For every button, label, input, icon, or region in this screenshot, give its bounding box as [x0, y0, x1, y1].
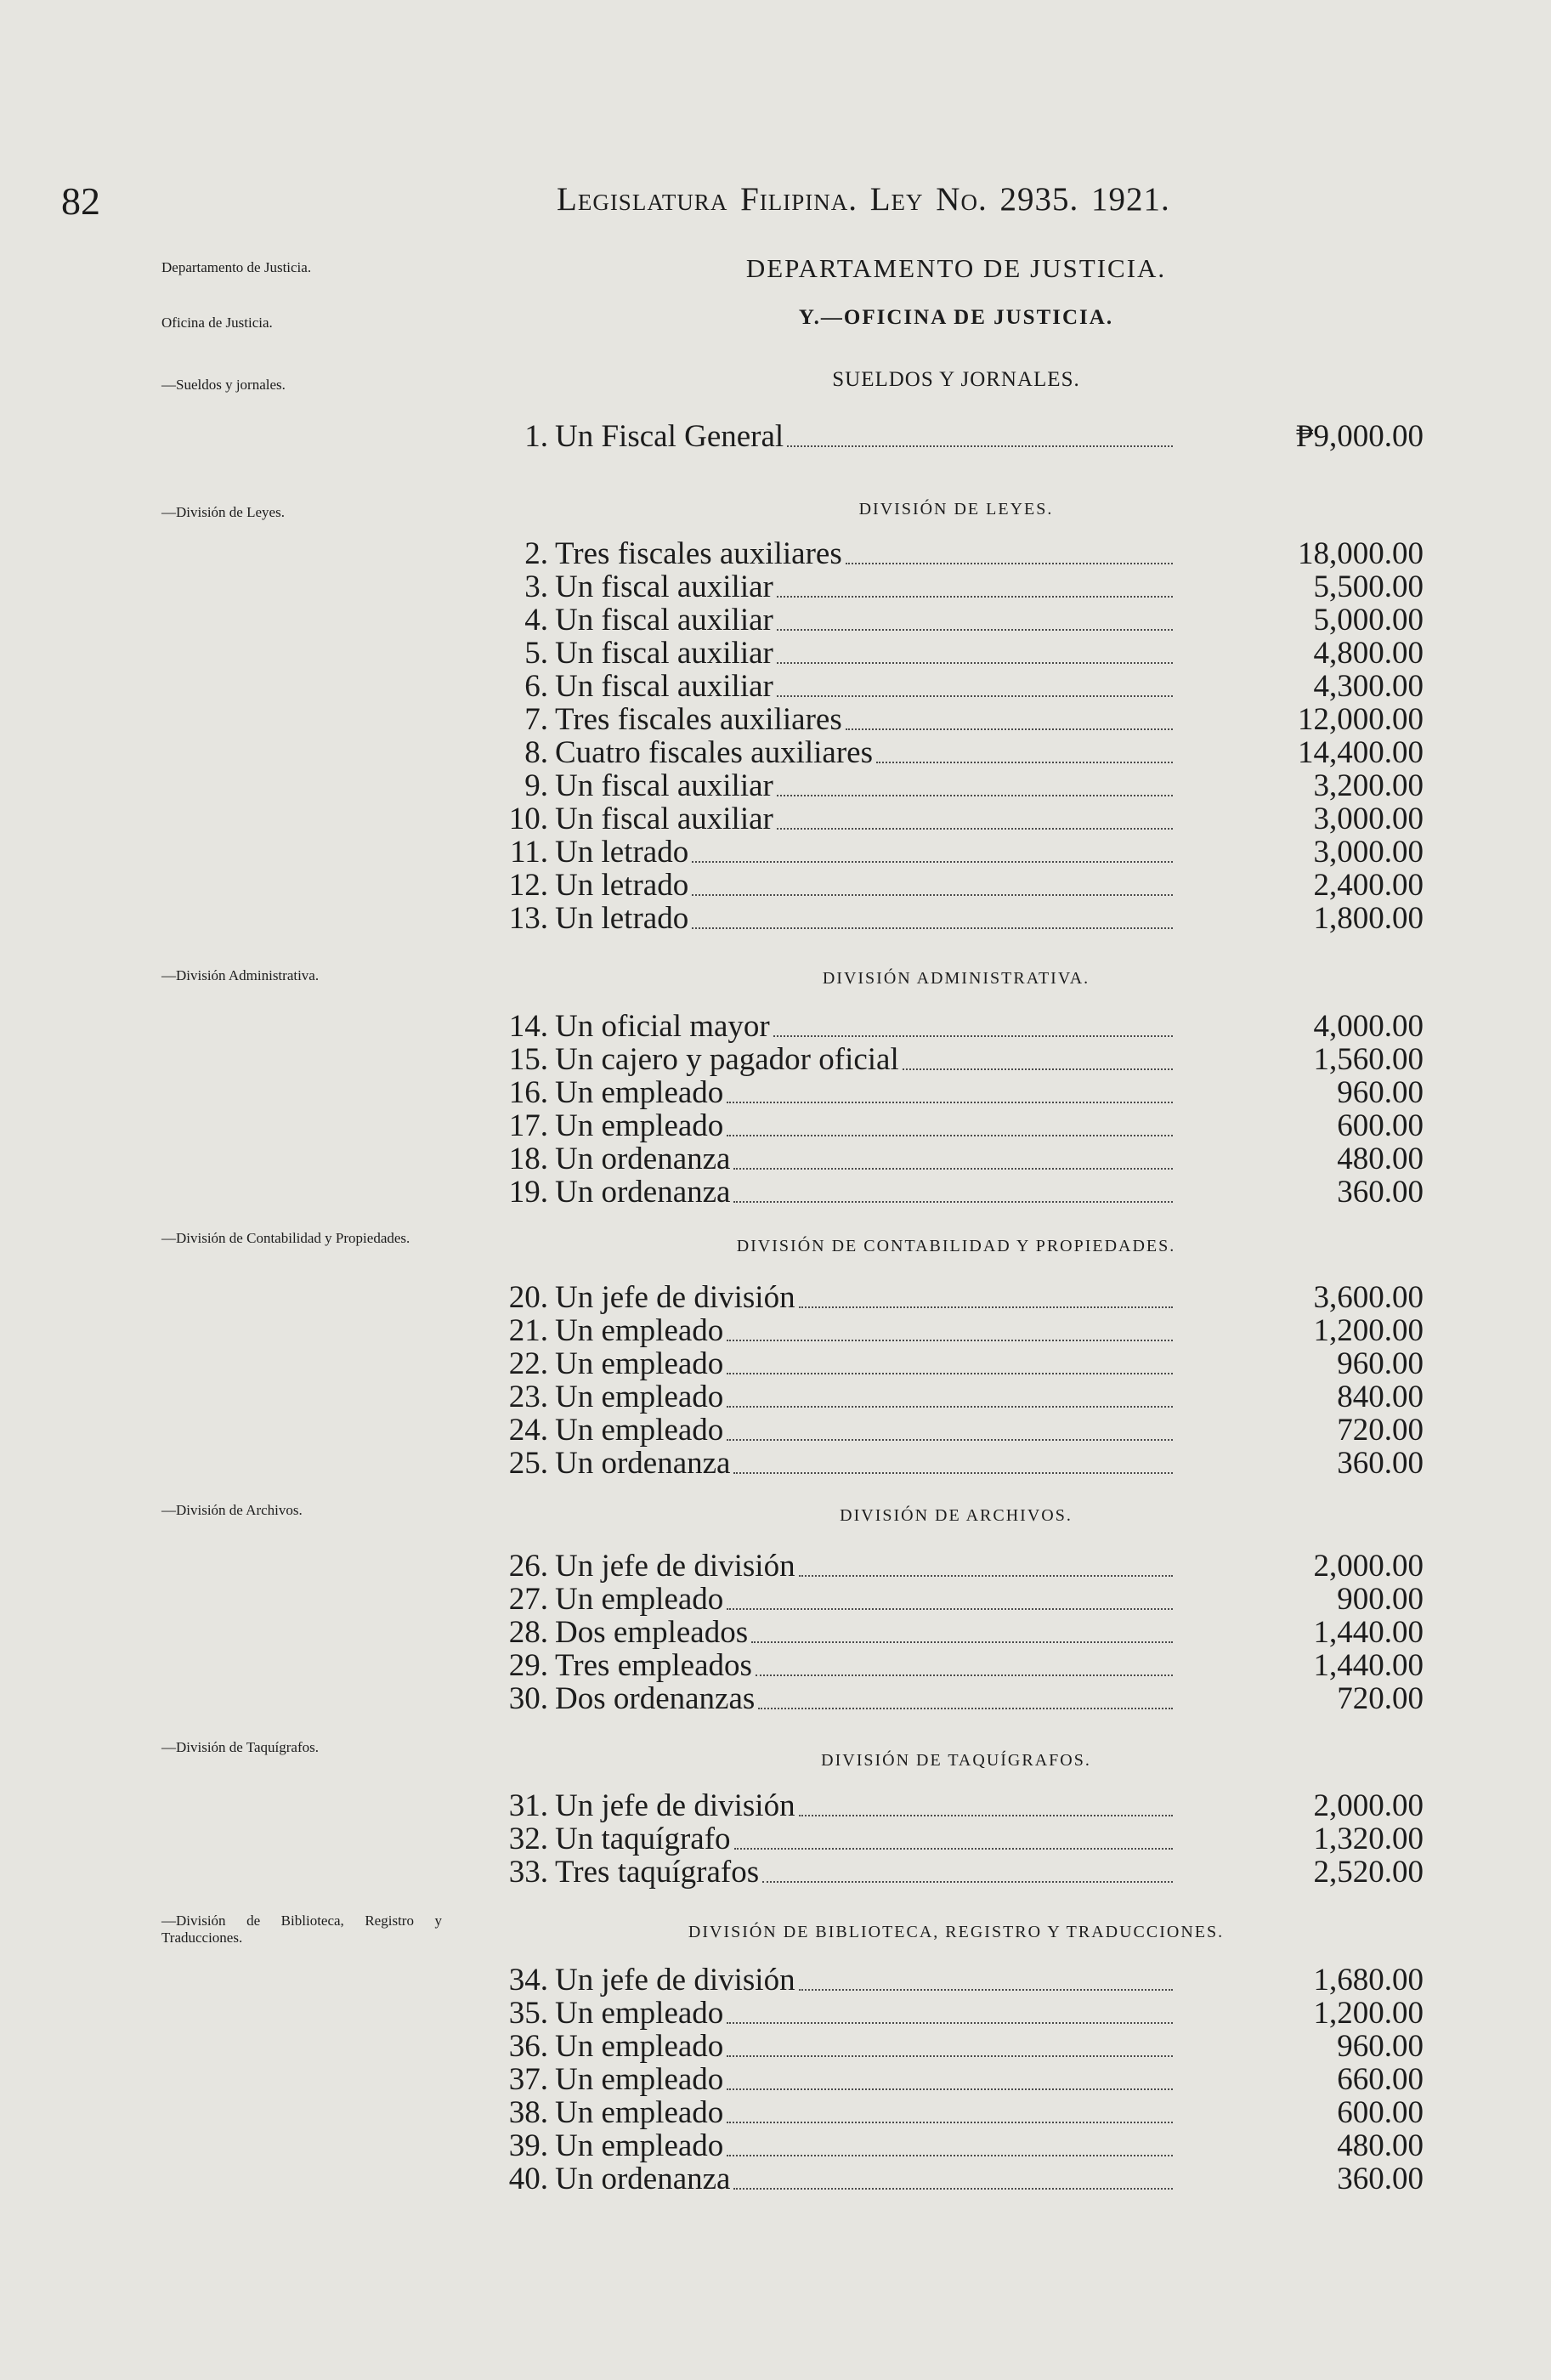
- item-amount: 18,000.00: [1298, 536, 1424, 571]
- item-number: 6.: [524, 669, 548, 704]
- dot-leader: [734, 1848, 1173, 1850]
- salary-line: [476, 1176, 1424, 1210]
- item-description: Cuatro fiscales auxiliares: [555, 735, 873, 770]
- item-amount: 960.00: [1337, 1346, 1424, 1381]
- item-amount: 4,800.00: [1313, 636, 1424, 671]
- item-number: 40.: [508, 2162, 548, 2196]
- dot-leader: [756, 1674, 1173, 1676]
- division-heading-contabilidad: DIVISIÓN DE CONTABILIDAD Y PROPIEDADES.: [736, 1237, 1176, 1255]
- item-amount: 1,200.00: [1313, 1996, 1424, 2031]
- dot-leader: [727, 1608, 1173, 1610]
- margin-note-administrativa: —División Administrativa.: [161, 967, 320, 983]
- item-amount: 660.00: [1337, 2062, 1424, 2097]
- dot-leader: [777, 596, 1173, 598]
- item-amount: 360.00: [1337, 1175, 1424, 1210]
- item-amount: 1,800.00: [1313, 901, 1424, 936]
- sueldos-title: SUELDOS Y JORNALES.: [832, 368, 1080, 391]
- item-description: Un fiscal auxiliar: [555, 570, 773, 604]
- item-description: Un empleado: [555, 2128, 724, 2163]
- salary-line: [476, 869, 1424, 903]
- item-number: 17.: [508, 1108, 548, 1143]
- item-amount: 1,680.00: [1313, 1963, 1424, 1998]
- item-description: Un letrado: [555, 835, 689, 870]
- item-number: 22.: [508, 1346, 548, 1381]
- dot-leader: [733, 1472, 1173, 1474]
- item-description: Un jefe de división: [555, 1788, 795, 1823]
- item-number: 26.: [508, 1549, 548, 1584]
- item-description: Un empleado: [555, 2029, 724, 2064]
- item-amount: 3,600.00: [1313, 1280, 1424, 1315]
- dot-leader: [727, 1406, 1173, 1408]
- item-number: 31.: [508, 1788, 548, 1823]
- item-number: 39.: [508, 2128, 548, 2163]
- item-amount: 1,320.00: [1313, 1822, 1424, 1856]
- division-heading-biblioteca: DIVISIÓN DE BIBLIOTECA, REGISTRO Y TRADUCCIONES.: [688, 1923, 1225, 1941]
- item-number: 13.: [508, 901, 548, 936]
- item-number: 33.: [508, 1855, 548, 1890]
- item-description: Un ordenanza: [555, 2162, 731, 2196]
- item-amount: 600.00: [1337, 2095, 1424, 2130]
- item-description: Un jefe de división: [555, 1280, 795, 1315]
- salary-line: [476, 703, 1424, 737]
- item-description: Un jefe de división: [555, 1549, 795, 1584]
- item-number: 37.: [508, 2062, 548, 2097]
- division-heading-taquigrafos: DIVISIÓN DE TAQUÍGRAFOS.: [821, 1751, 1091, 1770]
- salary-line: [476, 2030, 1424, 2064]
- item-number: 23.: [508, 1380, 548, 1414]
- salary-line: [476, 1380, 1424, 1414]
- dot-leader: [777, 828, 1173, 830]
- salary-line: [476, 736, 1424, 770]
- running-head: Legislatura Filipina. Ley No. 2935. 1921.: [557, 181, 1170, 218]
- item-amount: 720.00: [1337, 1413, 1424, 1448]
- salary-line: [476, 1281, 1424, 1315]
- item-amount: ₱9,000.00: [1295, 419, 1424, 454]
- item-description: Un ordenanza: [555, 1142, 731, 1176]
- dot-leader: [727, 2155, 1173, 2156]
- item-number: 36.: [508, 2029, 548, 2064]
- division-heading-archivos: DIVISIÓN DE ARCHIVOS.: [840, 1506, 1073, 1525]
- dot-leader: [846, 563, 1173, 564]
- item-description: Un fiscal auxiliar: [555, 669, 773, 704]
- item-amount: 2,520.00: [1313, 1855, 1424, 1890]
- item-number: 20.: [508, 1280, 548, 1315]
- margin-note-departamento: Departamento de Justicia.: [161, 259, 312, 275]
- dot-leader: [777, 662, 1173, 664]
- item-description: Un fiscal auxiliar: [555, 636, 773, 671]
- salary-line: [476, 570, 1424, 604]
- division-heading-administrativa: DIVISIÓN ADMINISTRATIVA.: [822, 969, 1090, 988]
- salary-line: [476, 1109, 1424, 1143]
- margin-note-biblioteca: —División de Biblioteca, Registro y Traducciones.: [161, 1912, 442, 1946]
- dot-leader: [727, 2055, 1173, 2057]
- item-number: 3.: [524, 570, 548, 604]
- salary-line: [476, 1616, 1424, 1650]
- item-amount: 960.00: [1337, 1075, 1424, 1110]
- item-number: 34.: [508, 1963, 548, 1998]
- salary-line: [476, 1076, 1424, 1110]
- item-description: Un empleado: [555, 1380, 724, 1414]
- item-description: Un ordenanza: [555, 1446, 731, 1481]
- item-description: Un empleado: [555, 2095, 724, 2130]
- salary-line: [476, 537, 1424, 571]
- dot-leader: [777, 695, 1173, 697]
- item-amount: 1,440.00: [1313, 1648, 1424, 1683]
- margin-note-taquigrafos: —División de Taquígrafos.: [161, 1739, 319, 1755]
- salary-line: [476, 420, 1424, 454]
- item-amount: 720.00: [1337, 1681, 1424, 1716]
- dot-leader: [733, 2188, 1173, 2190]
- margin-note-oficina: Oficina de Justicia.: [161, 314, 273, 331]
- item-description: Un jefe de división: [555, 1963, 795, 1998]
- item-number: 1.: [524, 419, 548, 454]
- dot-leader: [787, 445, 1173, 447]
- item-number: 35.: [508, 1996, 548, 2031]
- margin-note-contabilidad: —División de Contabilidad y Propiedades.: [161, 1230, 410, 1246]
- salary-line: [476, 670, 1424, 704]
- item-number: 32.: [508, 1822, 548, 1856]
- item-number: 21.: [508, 1313, 548, 1348]
- item-amount: 360.00: [1337, 1446, 1424, 1481]
- item-description: Un empleado: [555, 1075, 724, 1110]
- dot-leader: [773, 1035, 1173, 1037]
- dot-leader: [762, 1881, 1173, 1883]
- item-amount: 480.00: [1337, 2128, 1424, 2163]
- margin-note-sueldos: —Sueldos y jornales.: [161, 377, 286, 393]
- item-amount: 12,000.00: [1298, 702, 1424, 737]
- item-description: Un empleado: [555, 2062, 724, 2097]
- dot-leader: [692, 861, 1173, 863]
- item-number: 30.: [508, 1681, 548, 1716]
- item-description: Un letrado: [555, 868, 689, 903]
- item-number: 28.: [508, 1615, 548, 1650]
- item-description: Un empleado: [555, 1313, 724, 1348]
- item-amount: 1,440.00: [1313, 1615, 1424, 1650]
- salary-line: [476, 1010, 1424, 1044]
- item-amount: 900.00: [1337, 1582, 1424, 1617]
- salary-line: [476, 1583, 1424, 1617]
- item-amount: 14,400.00: [1298, 735, 1424, 770]
- item-number: 16.: [508, 1075, 548, 1110]
- salary-line: [476, 604, 1424, 638]
- salary-line: [476, 2162, 1424, 2196]
- page-header: [0, 178, 1551, 230]
- dot-leader: [727, 2022, 1173, 2024]
- item-number: 14.: [508, 1009, 548, 1044]
- dot-leader: [799, 1815, 1173, 1816]
- item-description: Un Fiscal General: [555, 419, 784, 454]
- item-description: Un empleado: [555, 1996, 724, 2031]
- margin-note-leyes: —División de Leyes.: [161, 504, 285, 520]
- item-description: Un empleado: [555, 1346, 724, 1381]
- dot-leader: [692, 927, 1173, 929]
- item-description: Tres fiscales auxiliares: [555, 536, 842, 571]
- dot-leader: [727, 1373, 1173, 1374]
- item-description: Tres fiscales auxiliares: [555, 702, 842, 737]
- item-number: 38.: [508, 2095, 548, 2130]
- salary-line: [476, 1414, 1424, 1448]
- item-amount: 600.00: [1337, 1108, 1424, 1143]
- item-amount: 960.00: [1337, 2029, 1424, 2064]
- item-number: 12.: [508, 868, 548, 903]
- department-title: DEPARTAMENTO DE JUSTICIA.: [745, 253, 1167, 283]
- item-description: Dos empleados: [555, 1615, 749, 1650]
- dot-leader: [876, 762, 1173, 763]
- dot-leader: [733, 1201, 1173, 1203]
- salary-line: [476, 1822, 1424, 1856]
- item-number: 11.: [510, 835, 548, 870]
- dot-leader: [777, 795, 1173, 796]
- item-description: Un taquígrafo: [555, 1822, 731, 1856]
- salary-line: [476, 1043, 1424, 1077]
- salary-line: [476, 1964, 1424, 1998]
- item-number: 4.: [524, 603, 548, 638]
- salary-line: [476, 1856, 1424, 1890]
- page-number: 82: [61, 179, 100, 223]
- item-number: 15.: [508, 1042, 548, 1077]
- salary-line: [476, 2063, 1424, 2097]
- dot-leader: [692, 894, 1173, 896]
- item-amount: 3,000.00: [1313, 802, 1424, 836]
- item-number: 18.: [508, 1142, 548, 1176]
- salary-line: [476, 1682, 1424, 1716]
- item-description: Dos ordenanzas: [555, 1681, 756, 1716]
- item-amount: 1,200.00: [1313, 1313, 1424, 1348]
- item-amount: 3,200.00: [1313, 768, 1424, 803]
- salary-line: [476, 1142, 1424, 1176]
- item-description: Un cajero y pagador oficial: [555, 1042, 899, 1077]
- item-amount: 3,000.00: [1313, 835, 1424, 870]
- item-description: Un fiscal auxiliar: [555, 768, 773, 803]
- division-heading-leyes: DIVISIÓN DE LEYES.: [858, 500, 1054, 518]
- margin-note-archivos: —División de Archivos.: [161, 1502, 303, 1518]
- item-description: Un empleado: [555, 1413, 724, 1448]
- item-description: Un letrado: [555, 901, 689, 936]
- salary-line: [476, 1997, 1424, 2031]
- dot-leader: [727, 2122, 1173, 2123]
- dot-leader: [727, 1340, 1173, 1341]
- item-amount: 5,500.00: [1313, 570, 1424, 604]
- salary-line: [476, 2096, 1424, 2130]
- salary-line: [476, 2129, 1424, 2163]
- item-amount: 360.00: [1337, 2162, 1424, 2196]
- item-description: Un oficial mayor: [555, 1009, 770, 1044]
- dot-leader: [799, 1306, 1173, 1308]
- dot-leader: [758, 1708, 1173, 1709]
- salary-line: [476, 637, 1424, 671]
- item-amount: 4,300.00: [1313, 669, 1424, 704]
- salary-line: [476, 1649, 1424, 1683]
- item-number: 8.: [524, 735, 548, 770]
- item-description: Tres empleados: [555, 1648, 752, 1683]
- item-amount: 480.00: [1337, 1142, 1424, 1176]
- dot-leader: [727, 2088, 1173, 2090]
- salary-line: [476, 1550, 1424, 1584]
- dot-leader: [733, 1168, 1173, 1170]
- item-number: 29.: [508, 1648, 548, 1683]
- item-number: 27.: [508, 1582, 548, 1617]
- item-amount: 2,000.00: [1313, 1788, 1424, 1823]
- item-description: Un fiscal auxiliar: [555, 802, 773, 836]
- dot-leader: [777, 629, 1173, 631]
- salary-line: [476, 836, 1424, 870]
- item-number: 9.: [524, 768, 548, 803]
- item-number: 10.: [508, 802, 548, 836]
- item-number: 25.: [508, 1446, 548, 1481]
- item-amount: 2,000.00: [1313, 1549, 1424, 1584]
- item-amount: 840.00: [1337, 1380, 1424, 1414]
- item-description: Un empleado: [555, 1582, 724, 1617]
- salary-line: [476, 769, 1424, 803]
- salary-line: [476, 1347, 1424, 1381]
- salary-line: [476, 802, 1424, 836]
- salary-line: [476, 1314, 1424, 1348]
- item-description: Tres taquígrafos: [555, 1855, 760, 1890]
- item-amount: 1,560.00: [1313, 1042, 1424, 1077]
- item-number: 2.: [524, 536, 548, 571]
- dot-leader: [727, 1135, 1173, 1136]
- item-description: Un fiscal auxiliar: [555, 603, 773, 638]
- item-number: 24.: [508, 1413, 548, 1448]
- dot-leader: [751, 1641, 1173, 1643]
- item-description: Un empleado: [555, 1108, 724, 1143]
- dot-leader: [727, 1102, 1173, 1103]
- salary-line: [476, 1789, 1424, 1823]
- salary-line: [476, 1447, 1424, 1481]
- dot-leader: [799, 1575, 1173, 1577]
- salary-line: [476, 902, 1424, 936]
- item-number: 5.: [524, 636, 548, 671]
- item-amount: 4,000.00: [1313, 1009, 1424, 1044]
- item-description: Un ordenanza: [555, 1175, 731, 1210]
- item-number: 7.: [524, 702, 548, 737]
- dot-leader: [727, 1439, 1173, 1441]
- item-amount: 5,000.00: [1313, 603, 1424, 638]
- dot-leader: [903, 1068, 1173, 1070]
- dot-leader: [799, 1989, 1173, 1991]
- office-title: Y.—OFICINA DE JUSTICIA.: [798, 306, 1114, 329]
- item-amount: 2,400.00: [1313, 868, 1424, 903]
- dot-leader: [846, 728, 1173, 730]
- item-number: 19.: [508, 1175, 548, 1210]
